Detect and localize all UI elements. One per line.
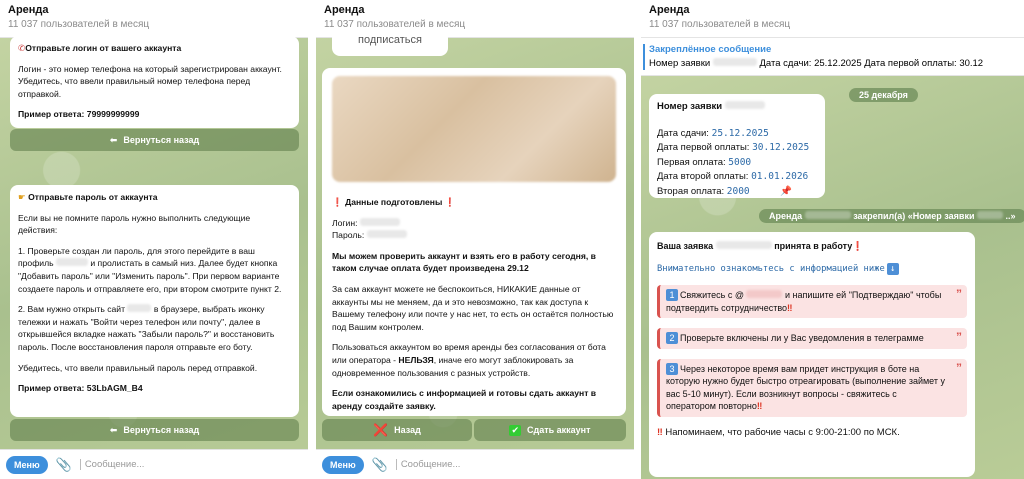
number-two-icon: 2 [666, 332, 678, 344]
attach-icon[interactable]: 📎 [371, 456, 388, 472]
message-composer [316, 449, 634, 479]
redacted-order-number [716, 241, 772, 249]
redacted-name [805, 211, 851, 219]
message-composer [0, 449, 308, 479]
chat-title: Аренда [324, 4, 365, 16]
check-icon: ✔ [511, 424, 519, 435]
redacted-order-number [713, 58, 757, 66]
rent-info-text: За сам аккаунт можете не беспокоиться, НИКАКИЕ данные от аккаунты мы не меняем, да и это невозможно, так как доступа к Вашему телефону или почте у нас нет, то есть он остаётся полностью под Вашим контролем. [332, 283, 614, 332]
arrow-down-icon: ↓ [887, 263, 899, 275]
exclamation-icon: ‼ [756, 401, 763, 412]
ready-title: Данные подготовлены [345, 197, 443, 207]
attach-icon[interactable]: 📎 [55, 456, 72, 472]
back-button-2[interactable] [10, 419, 299, 441]
password-check: Убедитесь, что ввели правильный пароль перед отправкой. [18, 362, 258, 373]
date-separator: 25 декабря [849, 88, 918, 102]
order-row: Дата второй оплаты: 01.01.2026 [657, 171, 809, 183]
chat-panel-login [0, 0, 308, 479]
chat-title: Аренда [649, 4, 690, 16]
panel-divider [634, 0, 641, 479]
order-accepted-message: Ваша заявка принята в работу❗ Внимательно ознакомьтесь с информацией ниже ↓ 1 Свяжитесь с @ и напишите ей "Подтверждаю" чтобы подтвердить сотрудничество‼ ” 2 Проверьте включены ли у Вас уведомления в телеграмме ” 3 Через некоторое время вам придет инструкция в боте на которую нужно будет быстро отреагировать (выполнение займет у вас 5-10 минут). Если возникнут вопросы - свяжитесь с оператором повторно‼ ” ‼ Напоминаем, что рабочие часы с 9:00-21:00 по МСК. [649, 232, 975, 477]
chat-subtitle: 11 037 пользователей в месяц [649, 19, 791, 30]
final-text: Если ознакомились с информацией и готовы сдать аккаунт в аренду создайте заявку. [332, 388, 597, 411]
exclamation-icon: ‼ [657, 426, 663, 438]
submit-account-button[interactable] [474, 419, 626, 441]
blurred-preview-image [332, 76, 616, 182]
back-button-label: Вернуться назад [123, 135, 200, 145]
use-warning-text: Пользоваться аккаунтом во время аренды без согласования от бота или оператора - НЕЛЬЗЯ, иначе его могут заблокировать за одновременное пользования с разных устройств. [332, 342, 606, 378]
number-three-icon: 3 [666, 363, 678, 375]
panel-divider [308, 0, 316, 479]
redacted-link [56, 258, 88, 266]
password-title: Отправьте пароль от аккаунта [28, 192, 158, 202]
order-row: Дата сдачи: 25.12.2025 [657, 127, 769, 139]
can-check-text: Мы можем проверить аккаунт и взять его в работу сегодня, в таком случае оплата будет произведена 29.12 [332, 250, 596, 274]
instruction-quote-2: 2 Проверьте включены ли у Вас уведомления в телеграмме ” [657, 328, 967, 349]
order-row: Первая оплата: 5000 [657, 156, 752, 168]
back-button-label: Назад [394, 425, 421, 435]
login-example: Пример ответа: 79999999999 [18, 109, 140, 120]
chat-title: Аренда [8, 4, 49, 16]
password-example: Пример ответа: 53LbAGM_B4 [18, 383, 143, 394]
instruction-quote-1: 1 Свяжитесь с @ и напишите ей "Подтверждаю" чтобы подтвердить сотрудничество‼ ” [657, 285, 967, 318]
phone-icon: ✆ [18, 43, 26, 53]
data-ready-message [322, 68, 626, 416]
login-body: Логин - это номер телефона на который зарегистрирован аккаунт. Убедитесь, что ввели правильный номер телефона перед отправкой. [18, 63, 282, 99]
working-hours-reminder: Напоминаем, что рабочие часы с 9:00-21:00 по МСК. [665, 426, 900, 438]
pointing-hand-icon: ☛ [18, 192, 26, 202]
quote-mark-icon: ” [956, 330, 962, 345]
redacted-site [127, 304, 151, 312]
subscribe-button[interactable]: подписаться [332, 30, 448, 56]
number-one-icon: 1 [666, 289, 678, 301]
password-step-1: 1. Проверьте создан ли пароль, для этого перейдите в ваш профиль и пролистать в самый низ. Далее будет кнопка "Добавить пароль" или "Изменить пароль". При первом варианте создаете пароль и отправляете его, при втором смотрите пункт 2. [18, 245, 282, 294]
message-input[interactable]: Сообщение... [80, 459, 145, 470]
password-label: Пароль: [332, 230, 365, 241]
chat-panel-order [641, 0, 1024, 479]
pinned-message-bar[interactable]: Закреплённое сообщение Номер заявки Дата сдачи: 25.12.2025 Дата первой оплаты: 30.12 [641, 38, 1024, 76]
login-label: Логин: [332, 217, 358, 228]
back-arrow-icon: ⬅ [109, 424, 118, 435]
menu-button[interactable]: Меню [6, 456, 48, 474]
order-details-message [649, 94, 825, 198]
redacted-order-number [977, 211, 1003, 219]
back-arrow-icon: ⬅ [109, 134, 118, 145]
exclamation-icon: ‼ [787, 302, 793, 313]
login-request-message [10, 36, 299, 128]
order-title: Номер заявки [657, 101, 723, 112]
submit-button-label: Сдать аккаунт [527, 425, 591, 435]
exclamation-icon: ❗ [444, 197, 456, 207]
quote-mark-icon: ” [956, 287, 962, 302]
password-step-2: 2. Вам нужно открыть сайт в браузере, выбрать иконку тележки и нажать "Войти через телефон или почту", далее в открывшейся вкладке нажать "Забыли пароль?" и восстановить пароль. После восстановления пароля отправьте его боту. [18, 304, 275, 352]
exclamation-icon: ❗ [332, 197, 343, 207]
pinned-indicator [643, 44, 645, 70]
quote-mark-icon: ” [956, 360, 962, 375]
password-request-message [10, 185, 299, 417]
back-button-label: Вернуться назад [123, 425, 200, 435]
pinned-order-label: Номер заявки [649, 58, 711, 69]
chat-panel-ready [316, 0, 634, 479]
password-intro: Если вы не помните пароль нужно выполнить следующие действия: [18, 212, 251, 236]
redacted-order-number [725, 101, 765, 109]
chat-header[interactable] [0, 0, 308, 38]
back-button[interactable] [322, 419, 472, 441]
attention-hint: Внимательно ознакомьтесь с информацией ниже ↓ [657, 263, 967, 276]
redacted-login [360, 218, 400, 226]
chat-header[interactable] [641, 0, 1024, 38]
message-input[interactable]: Сообщение... [396, 459, 461, 470]
chat-subtitle: 11 037 пользователей в месяц [8, 19, 150, 30]
pin-icon: 📌 [780, 185, 793, 197]
instruction-quote-3: 3 Через некоторое время вам придет инструкция в боте на которую нужно будет быстро отреагировать (выполнение займет у вас 5-10 минут). Если возникнут вопросы - свяжитесь с оператором повторно‼ ” [657, 359, 967, 417]
menu-button[interactable]: Меню [322, 456, 364, 474]
order-row: Дата первой оплаты: 30.12.2025 [657, 142, 810, 154]
chat-subtitle: 11 037 пользователей в месяц [324, 19, 466, 30]
cross-icon: ❌ [373, 423, 389, 437]
order-row: Вторая оплата: 2000 📌 [657, 185, 793, 197]
pinned-title: Закреплённое сообщение [649, 44, 772, 55]
redacted-password [367, 230, 407, 238]
redacted-username [746, 290, 782, 298]
exclamation-icon: ❗ [852, 241, 864, 251]
service-pin-notice: Аренда закрепил(а) «Номер заявки ..» [759, 209, 1024, 223]
back-button[interactable] [10, 129, 299, 151]
login-title: Отправьте логин от вашего аккаунта [25, 43, 182, 53]
